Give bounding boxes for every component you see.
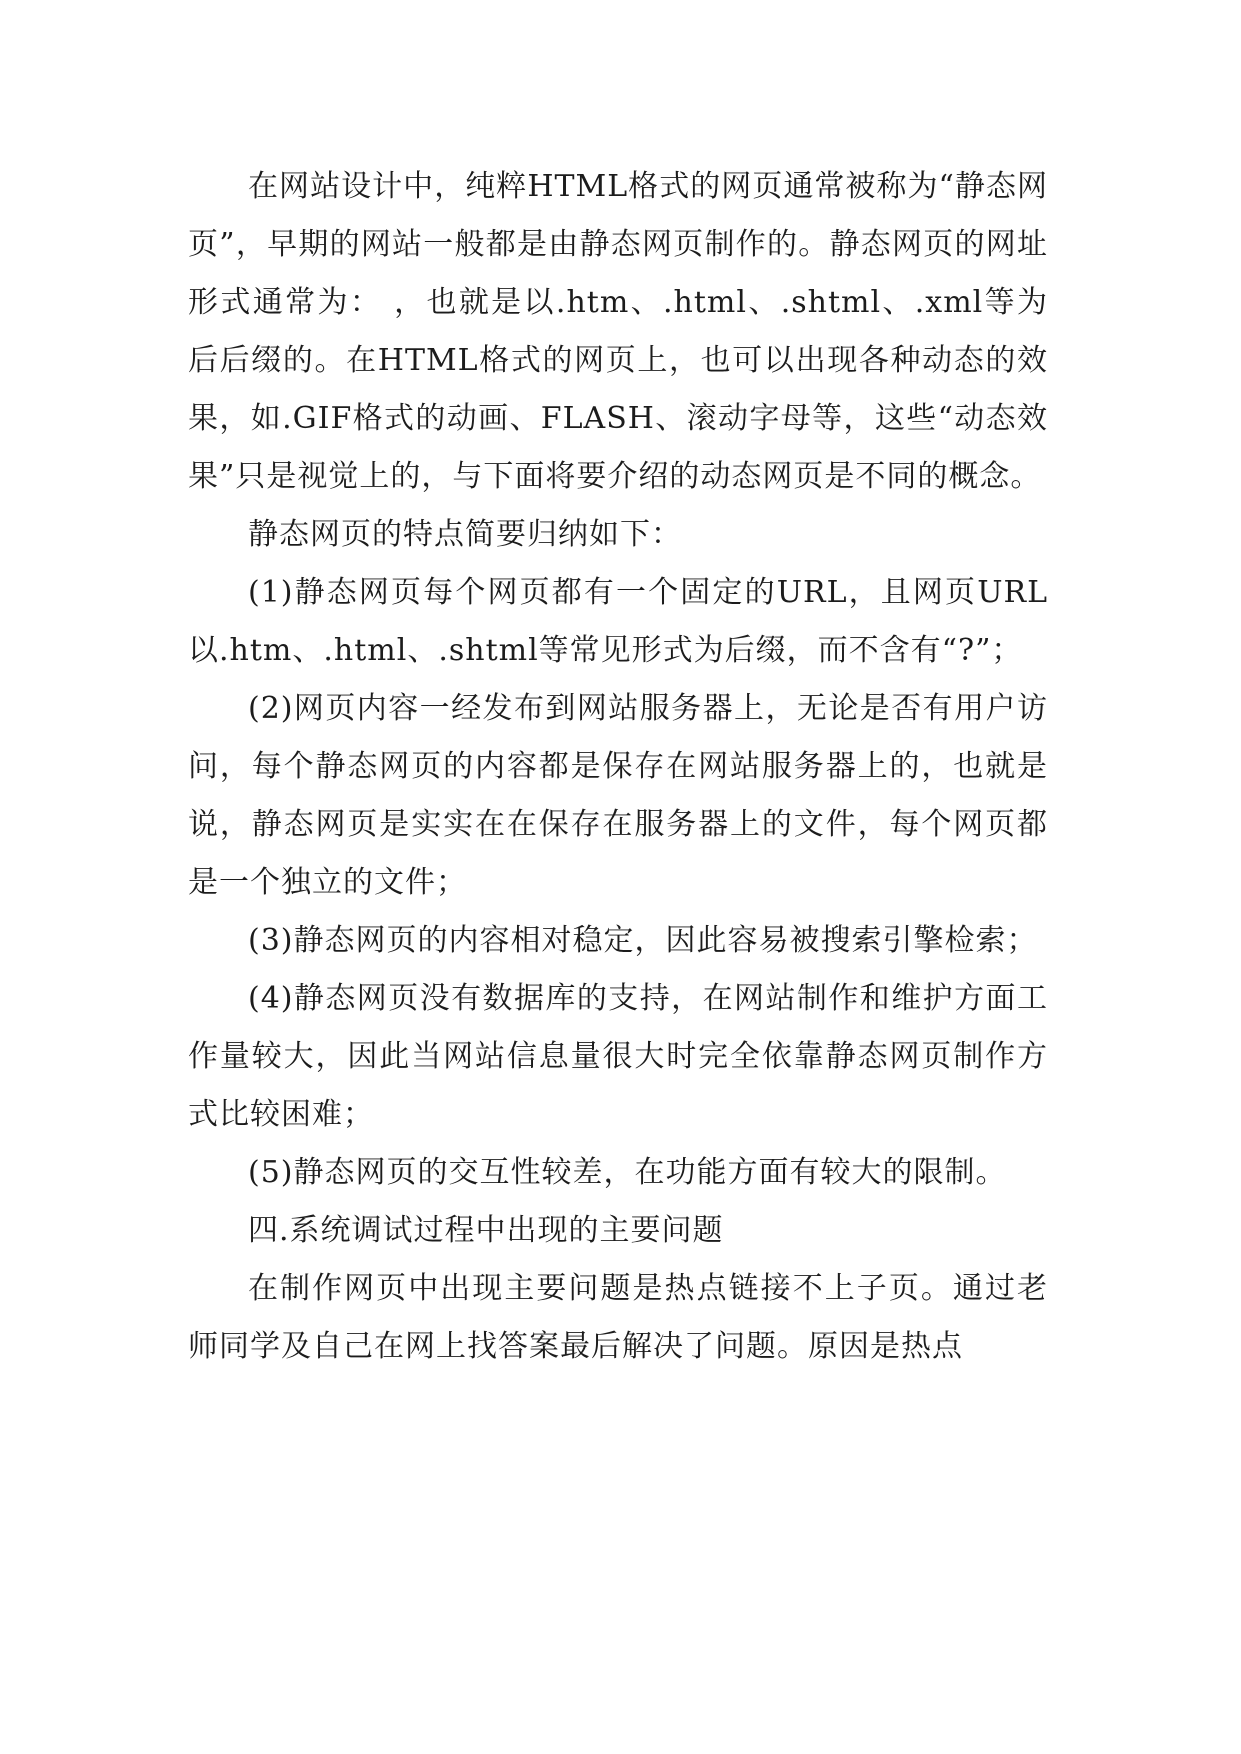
paragraph-feature-5: (5)静态网页的交互性较差，在功能方面有较大的限制。: [248, 1155, 1007, 1190]
paragraph-feature-4: (4)静态网页没有数据库的支持，在网站制作和维护方面工作量较大，因此当网站信息量很大时完全依靠静态网页制作方式比较困难；: [188, 981, 1048, 1132]
paragraph-features-summary: 静态网页的特点简要归纳如下：: [248, 517, 682, 552]
paragraph-feature-2: (2)网页内容一经发布到网站服务器上，无论是否有用户访问，每个静态网页的内容都是保存在网站服务器上的，也就是说，静态网页是实实在在保存在服务器上的文件，每个网页都是一个独立的文件；: [188, 691, 1048, 900]
paragraph-debugging-problem: 在制作网页中出现主要问题是热点链接不上子页。通过老师同学及自己在网上找答案最后解决了问题。原因是热点: [188, 1271, 1048, 1364]
section-heading-debugging: 四.系统调试过程中出现的主要问题: [248, 1213, 724, 1248]
paragraph-static-page-intro: 在网站设计中，纯粹HTML格式的网页通常被称为“静态网页”，早期的网站一般都是由静态网页制作的。静态网页的网址形式通常为： ，也就是以.htm、.html、.shtml、.xml等为后后缀的。在HTML格式的网页上，也可以出现各种动态的效果，如.GIF格式的动画、FLASH、滚动字母等，这些“动态效果”只是视觉上的，与下面将要介绍的动态网页是不同的概念。: [188, 169, 1048, 494]
paragraph-feature-1: (1)静态网页每个网页都有一个固定的URL，且网页URL以.htm、.html、.shtml等常见形式为后缀，而不含有“?”；: [188, 575, 1048, 668]
document-body: [188, 158, 1048, 1376]
paragraph-feature-3: (3)静态网页的内容相对稳定，因此容易被搜索引擎检索；: [248, 923, 1038, 958]
